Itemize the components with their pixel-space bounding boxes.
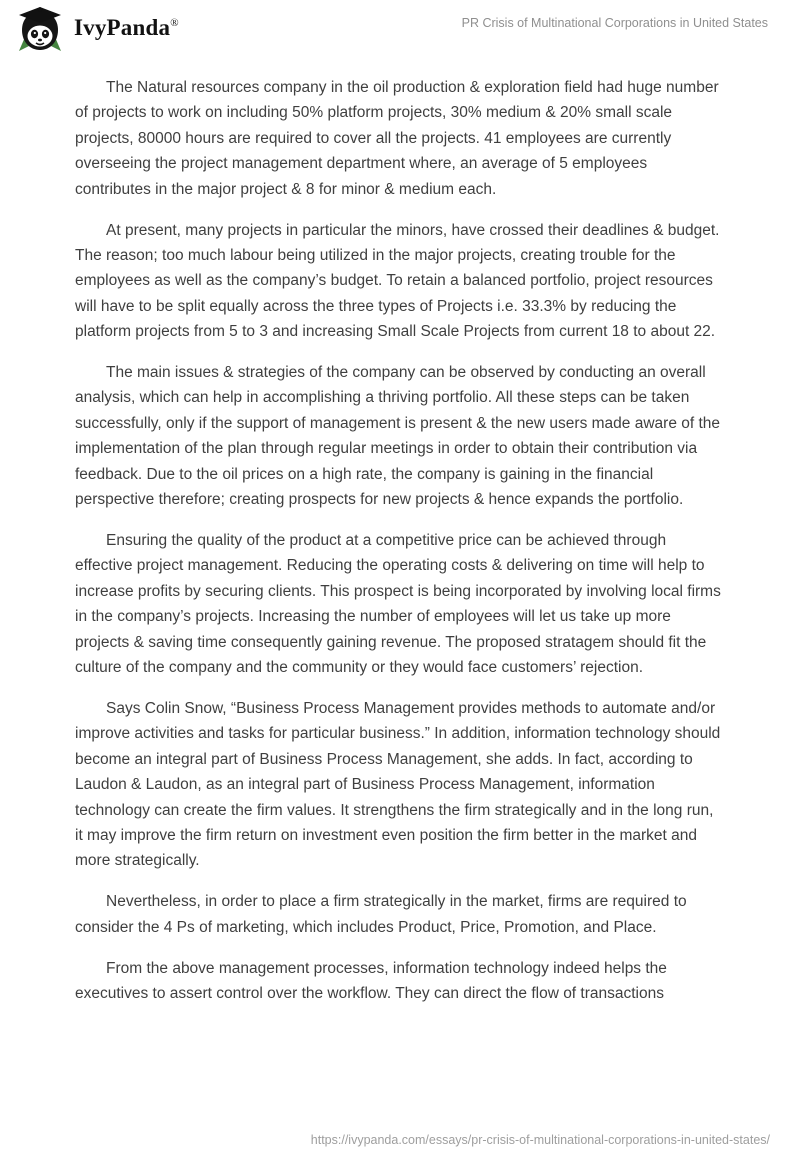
paragraph: Ensuring the quality of the product at a competitive price can be achieved through effective project management. Reducing the operating costs & delivering on time will help to increase profits by securing clients. This prospect is being incorporated by involving local firms in the company’s projects. Increasing the number of employees will let us take up more projects & saving time consequently gaining revenue. The proposed stratagem should fit the culture of the company and the community or they would face customers’ rejection. bbox=[75, 532, 721, 677]
article-body bbox=[0, 62, 800, 1006]
paragraph: The Natural resources company in the oil production & exploration field had huge number of projects to work on including 50% platform projects, 30% medium & 20% small scale projects, 80000 hours are required to cover all the projects. 41 employees are currently overseeing the project management department where, an average of 5 employees contributes in the major project & 8 for minor & medium each. bbox=[75, 79, 719, 198]
paragraph: At present, many projects in particular the minors, have crossed their deadlines & budget. The reason; too much labour being utilized in the major projects, creating trouble for the employees as well as the company’s budget. To retain a balanced portfolio, project resources will have to be split equally across the three types of Projects i.e. 33.3% by reducing the platform projects from 5 to 3 and increasing Small Scale Projects from current 18 to about 22. bbox=[75, 221, 720, 341]
document-title: PR Crisis of Multinational Corporations in United States bbox=[461, 16, 768, 30]
paragraph: Says Colin Snow, “Business Process Management provides methods to automate and/or improve activities and tasks for particular business.” In addition, information technology should become an integral part of Business Process Management, she adds. In fact, according to Laudon & Laudon, as an integral part of Business Process Management, information technology can create the firm values. It strengthens the firm strategically and in the long run, it may improve the firm return on investment even position the firm better in the market and more strategically. bbox=[75, 699, 721, 870]
paragraph: From the above management processes, information technology indeed helps the executives to assert control over the workflow. They can direct the flow of transactions bbox=[75, 959, 667, 1002]
page-header bbox=[0, 0, 800, 62]
paragraph: Nevertheless, in order to place a firm strategically in the market, firms are required to consider the 4 Ps of marketing, which includes Product, Price, Promotion, and Place. bbox=[75, 893, 687, 936]
ivypanda-panda-logo-icon bbox=[16, 6, 64, 54]
source-url[interactable]: https://ivypanda.com/essays/pr-crisis-of-multinational-corporations-in-united-states/ bbox=[310, 1133, 770, 1147]
paragraph: The main issues & strategies of the company can be observed by conducting an overall analysis, which can help in accomplishing a thriving portfolio. All these steps can be taken successfully, only if the support of management is present & the new users made aware of the implementation of the plan through regular meetings in order to obtain their contribution via feedback. Due to the oil prices on a high rate, the company is gaining in the financial perspective therefore; creating prospects for new projects & hence expands the portfolio. bbox=[75, 364, 721, 509]
registered-trademark: ® bbox=[170, 17, 179, 29]
brand-text: IvyPanda bbox=[74, 15, 171, 40]
brand-name bbox=[74, 15, 179, 41]
